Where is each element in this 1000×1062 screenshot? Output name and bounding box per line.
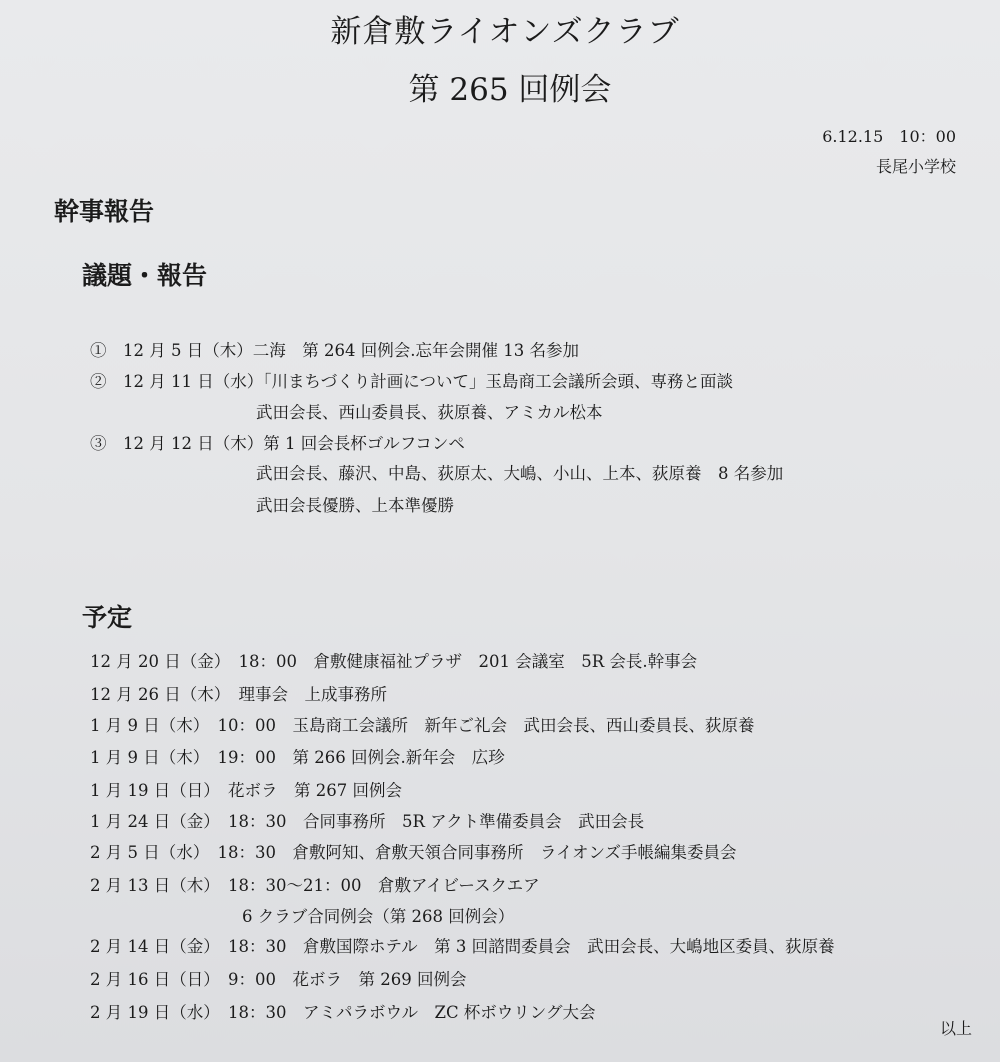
document-title: 新倉敷ライオンズクラブ bbox=[330, 14, 680, 50]
report-item-3: ③ 12 月 12 日（木）第 1 回会長杯ゴルフコンペ bbox=[90, 434, 465, 453]
schedule-item: 2 月 13 日（木） 18：30～21：00 倉敷アイビースクエア bbox=[90, 876, 540, 895]
schedule-item: 1 月 24 日（金） 18：30 合同事務所 5R アクト準備委員会 武田会長 bbox=[90, 812, 645, 831]
schedule-item: 12 月 20 日（金） 18：00 倉敷健康福祉プラザ 201 会議室 5R 会長.幹事会 bbox=[90, 652, 698, 671]
schedule-item: 1 月 9 日（木） 19：00 第 266 回例会.新年会 広珍 bbox=[90, 748, 505, 767]
meeting-place: 長尾小学校 bbox=[875, 157, 956, 176]
closing-mark: 以上 bbox=[939, 1019, 972, 1038]
schedule-item: 2 月 16 日（日） 9：00 花ボラ 第 269 回例会 bbox=[90, 970, 467, 989]
schedule-item: 2 月 19 日（水） 18：30 アミパラボウル ZC 杯ボウリング大会 bbox=[90, 1003, 596, 1022]
schedule-item-continuation: 6 クラブ合同例会（第 268 回例会） bbox=[242, 907, 515, 926]
schedule-item: 2 月 5 日（水） 18：30 倉敷阿知、倉敷天領合同事務所 ライオンズ手帳編集委員会 bbox=[90, 843, 737, 862]
meeting-number: 第 265 回例会 bbox=[408, 72, 612, 108]
schedule-item: 1 月 9 日（木） 10：00 玉島商工会議所 新年ご礼会 武田会長、西山委員長、荻原養 bbox=[90, 716, 755, 735]
section-heading-kanji-report: 幹事報告 bbox=[54, 197, 155, 226]
schedule-item: 12 月 26 日（木） 理事会 上成事務所 bbox=[90, 685, 387, 704]
report-item-1: ① 12 月 5 日（木）二海 第 264 回例会.忘年会開催 13 名参加 bbox=[90, 341, 579, 360]
report-item-3-result: 武田会長優勝、上本準優勝 bbox=[256, 496, 454, 515]
report-item-2-attendees: 武田会長、西山委員長、荻原養、アミカル松本 bbox=[256, 403, 603, 422]
report-item-3-attendees: 武田会長、藤沢、中島、荻原太、大嶋、小山、上本、荻原養 8 名参加 bbox=[256, 464, 784, 483]
schedule-item: 2 月 14 日（金） 18：30 倉敷国際ホテル 第 3 回諮問委員会 武田会長、大嶋地区委員、荻原養 bbox=[90, 937, 835, 956]
schedule-item: 1 月 19 日（日） 花ボラ 第 267 回例会 bbox=[90, 781, 402, 800]
date-time: 6.12.15 10：00 bbox=[822, 127, 956, 146]
report-item-2: ② 12 月 11 日（水）「川まちづくり計画について」玉島商工会議所会頭、専務と面談 bbox=[90, 372, 733, 391]
section-heading-agenda: 議題・報告 bbox=[82, 261, 208, 290]
section-heading-schedule: 予定 bbox=[82, 603, 133, 632]
